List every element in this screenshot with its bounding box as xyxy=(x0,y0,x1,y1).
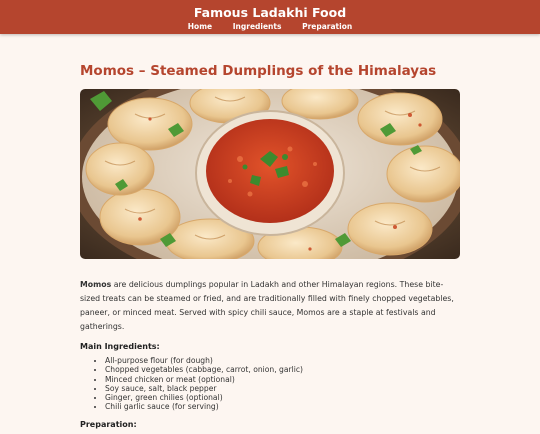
preparation-heading: Preparation: xyxy=(80,419,137,429)
nav-ingredients-link[interactable]: Ingredients xyxy=(232,22,282,31)
list-item: • Soy sauce, salt, black pepper xyxy=(105,384,460,393)
main-content xyxy=(80,62,460,434)
momos-hero-image xyxy=(80,89,460,259)
list-item: • Chili garlic sauce (for serving) xyxy=(105,402,460,411)
intro-bold-term: Momos xyxy=(80,280,112,289)
intro-text: are delicious dumplings popular in Ladakh and other Himalayan regions. These bite-sized treats can be steamed or fried, and are traditionally filled with finely chopped vegetables, paneer, or minced meat. Served with spicy chili sauce, Momos are a staple at festivals and gatherings. xyxy=(80,280,454,331)
list-item: • Minced chicken or meat (optional) xyxy=(105,375,460,384)
intro-paragraph xyxy=(80,278,460,334)
nav-home-link[interactable]: Home xyxy=(187,22,213,31)
list-item: • All-purpose flour (for dough) xyxy=(105,356,460,365)
ingredients-heading: Main Ingredients: xyxy=(80,342,160,351)
main-nav xyxy=(0,22,540,31)
site-title: Famous Ladakhi Food xyxy=(193,5,347,20)
nav-preparation-link[interactable]: Preparation xyxy=(302,22,353,31)
page-title: Momos – Steamed Dumplings of the Himalayas xyxy=(80,63,437,79)
ingredients-list xyxy=(80,356,460,412)
list-item: • Ginger, green chilies (optional) xyxy=(105,393,460,402)
list-item: • Chopped vegetables (cabbage, carrot, onion, garlic) xyxy=(105,365,460,374)
site-header xyxy=(0,0,540,34)
